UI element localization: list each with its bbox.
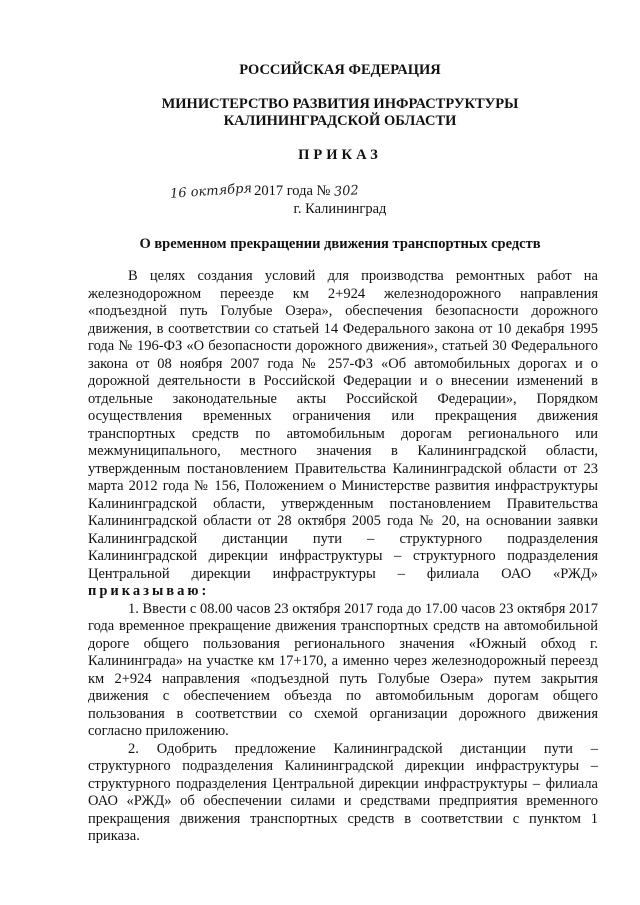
handwritten-date: 16 октября xyxy=(169,181,253,202)
document-type: ПРИКАЗ xyxy=(298,147,382,163)
city: г. Калининград xyxy=(293,201,387,217)
order-item-1: 1. Ввести с 08.00 часов 23 октября 2017 года до 17.00 часов 23 октября 2017 года временное прекращение движения транспортных средств на автомобильной дороге общего пользования регионального значения «Южный обход г. Калининграда» на участке км 17+170, а именно через железнодорожный переезд км 2+924 направления «подъездной путь Голубые Озера» путем закрытия движения с обеспечением объезда по автомобильным дорогам общего пользования в соответствии со схемой организации дорожного движения согласно приложению. xyxy=(88,600,598,739)
date-line xyxy=(170,183,510,200)
order-word: приказываю: xyxy=(88,583,210,599)
ministry-heading xyxy=(60,96,620,130)
ministry-line-2: КАЛИНИНГРАДСКОЙ ОБЛАСТИ xyxy=(223,113,457,129)
order-item-2: 2. Одобрить предложение Калининградской дистанции пути – структурного подразделения Калининградской дирекции инфраструктуры – структурного подразделения Центральной дирекции инфраструктуры – филиала ОАО «РЖД» об обеспечении силами и средствами предприятия временного прекращения движения транспортных средств в соответствии с пунктом 1 приказа. xyxy=(88,740,598,844)
ministry-line-1: МИНИСТЕРСТВО РАЗВИТИЯ ИНФРАСТРУКТУРЫ xyxy=(161,96,519,112)
preamble-paragraph xyxy=(88,268,598,601)
handwritten-number: 302 xyxy=(333,183,360,200)
preamble-text: В целях создания условий для производства ремонтных работ на железнодорожном переезде км 2+924 железнодорожного направления «подъездной путь Голубые Озера», обеспечения безопасности дорожного движения, в соответствии со статьей 14 Федерального закона от 10 декабря 1995 года № 196-ФЗ «О безопасности дорожного движения», статьей 30 Федерального закона от 08 ноября 2007 года № 257-ФЗ «Об автомобильных дорогах и о дорожной деятельности в Российской Федерации и о внесении изменений в отдельные законодательные акты Российской Федерации», Порядком осуществления временных ограничения или прекращения движения транспортных средств по автомобильным дорогам регионального или межмуниципального, местного значения в Калининградской области, утвержденным постановлением Правительства Калининградской области от 23 марта 2012 года № 156, Положением о Министерстве развития инфраструктуры Калининградской области, утвержденным постановлением Правительства Калининградской области от 28 октября 2005 года № 20, на основании заявки Калининградской дистанции пути – структурного подразделения Калининградской дирекции инфраструктуры – структурного подразделения Центральной дирекции инфраструктуры – филиала ОАО «РЖД» xyxy=(88,268,598,582)
number-sign: № xyxy=(316,183,331,199)
document-body xyxy=(88,268,598,846)
country-heading: РОССИЙСКАЯ ФЕДЕРАЦИЯ xyxy=(239,62,441,78)
document-subject: О временном прекращении движения транспортных средств xyxy=(139,236,541,252)
printed-date: 2017 года xyxy=(254,183,313,199)
